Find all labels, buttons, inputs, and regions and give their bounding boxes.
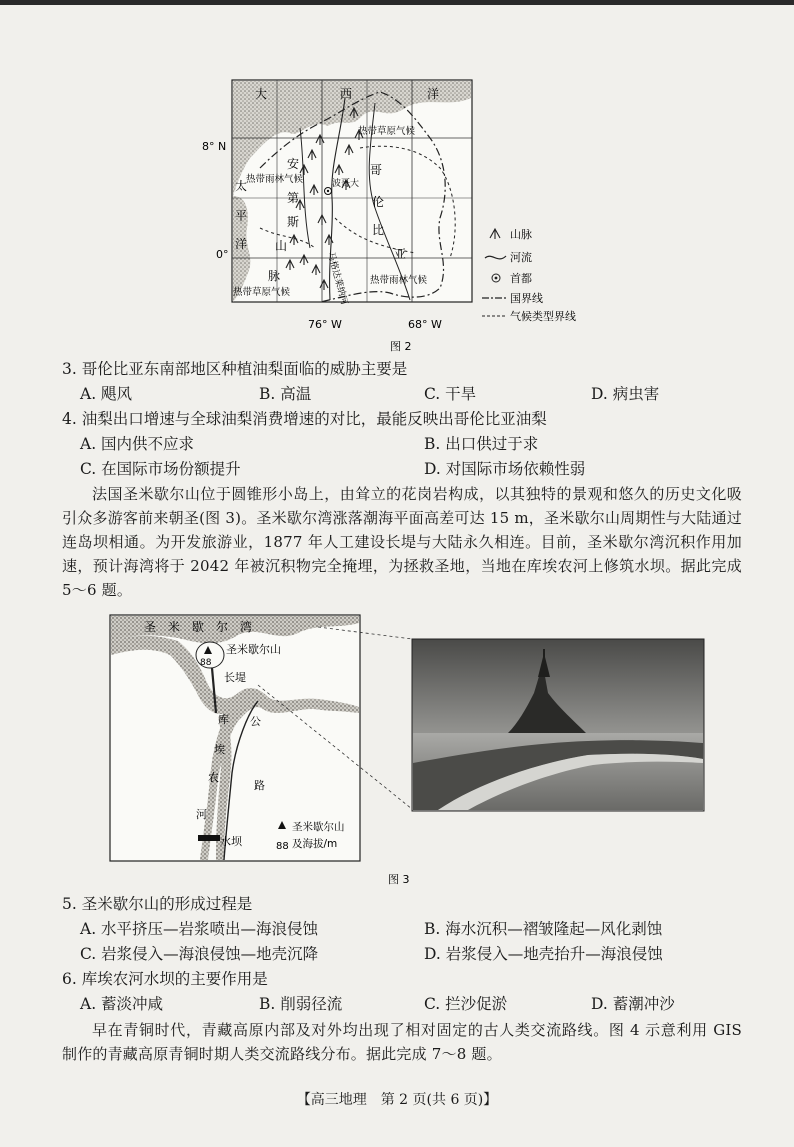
legend-river-icon [485,256,506,259]
q5-stem: 5. 圣米歇尔山的形成过程是 [62,895,253,913]
legend-line-1: 圣米歇尔山 [292,821,345,833]
q6-option-c[interactable]: C. 拦沙促淤 [424,995,508,1013]
colombia-char-2: 伦 [372,195,385,209]
andes-char-1: 安 [287,157,300,171]
river-char-2: 埃 [214,743,225,756]
passage-mont-saint-michel: 法国圣米歇尔山位于圆锥形小岛上，由耸立的花岗岩构成，以其独特的景观和悠久的历史文化吸引众多游客前来朝圣(图 3)。圣米歇尔湾涨落潮海平面高差可达 15 m，圣米歇尔山周期性与大陆通过连岛坝相通。为开发旅游业，1877 年人工建设长堤与大陆永久相连。目前，圣米歇尔湾沉积作用加速，预计海湾将于 2042 年被沉积物完全掩埋，为拯救圣地，当地在库埃农河上修筑水坝。据此完成5～6 题。 [62,485,742,599]
climate-rainforest-bottom: 热带雨林气候 [370,275,428,286]
bay-label: 圣 米 歇 尔 湾 [144,620,253,634]
legend-climate-boundary: 气候类型界线 [510,310,576,323]
lat-0-label: 0° [216,248,229,261]
legend-mountain: 山脉 [510,228,532,241]
q3-option-d[interactable]: D. 病虫害 [591,385,660,403]
figure-2-colombia-map [200,78,600,360]
q6-stem: 6. 库埃农河水坝的主要作用是 [62,970,268,988]
figure-2-legend [482,228,576,323]
q3-option-b[interactable]: B. 高温 [259,385,312,403]
q4-option-b[interactable]: B. 出口供过于求 [424,435,539,453]
lat-8n-label: 8° N [202,140,227,153]
climate-rainforest-left: 热带雨林气候 [246,174,304,185]
legend-mountain-icon [490,229,500,239]
colombia-char-4: 亚 [394,247,407,261]
dam-symbol [198,835,220,841]
q4-stem: 4. 油梨出口增速与全球油梨消费增速的对比，最能反映出哥伦比亚油梨 [62,410,547,428]
lon-68w-label: 68° W [408,318,442,331]
pacific-char-1: 太 [235,179,248,193]
q6-option-d[interactable]: D. 蓄潮冲沙 [591,995,675,1013]
q4-option-d[interactable]: D. 对国际市场依赖性弱 [424,460,586,478]
q4-option-a[interactable]: A. 国内供不应求 [80,435,195,453]
photo-mont-saint-michel [412,639,704,811]
q5-option-c[interactable]: C. 岩浆侵入—海浪侵蚀—地壳沉降 [80,945,319,963]
atlantic-char-1: 大 [255,87,268,101]
dike-label: 长堤 [224,671,246,684]
climate-savanna-top: 热带草原气候 [358,126,416,137]
legend-river: 河流 [510,251,532,264]
atlantic-char-2: 西 [340,87,353,101]
mountain-elevation: 88 [200,658,212,668]
figure-2-caption: 图 2 [390,340,412,353]
legend-capital: 首都 [510,272,532,285]
q6-option-a[interactable]: A. 蓄淡冲咸 [80,995,164,1013]
river-char-1: 库 [218,713,229,726]
legend-elevation-num: 88 [276,841,289,852]
andes-char-3: 斯 [287,215,300,229]
road-char-1: 公 [250,715,261,728]
svg-text:马格达莱纳河: 马格达莱纳河 [325,251,349,306]
figure-3 [108,613,748,895]
andes-char-5: 脉 [268,269,281,283]
page-top-border [0,0,794,5]
atlantic-char-3: 洋 [427,87,440,101]
q3-option-a[interactable]: A. 飓风 [80,385,133,403]
dam-label: 水坝 [220,835,242,848]
q3-option-c[interactable]: C. 干旱 [424,385,477,403]
page-footer: 【高三地理 第 2 页(共 6 页)】 [296,1092,498,1108]
legend-line-2: 及海拔/m [292,838,338,850]
passage-bronze-age-routes: 早在青铜时代，青藏高原内部及对外均出现了相对固定的古人类交流路线。图 4 示意利用 GIS 制作的青藏高原青铜时期人类交流路线分布。据此完成 7～8 题。 [62,1021,742,1063]
q5-option-a[interactable]: A. 水平挤压—岩浆喷出—海浪侵蚀 [80,920,319,938]
road-char-2: 路 [254,779,265,792]
figure-3-caption: 图 3 [388,873,410,886]
q4-option-c[interactable]: C. 在国际市场份额提升 [80,460,241,478]
andes-char-2: 第 [287,191,300,205]
legend-border: 国界线 [510,292,543,305]
pacific-char-2: 平 [235,209,248,223]
mountain-label: 圣米歇尔山 [226,643,281,656]
andes-char-4: 山 [275,239,288,253]
q6-option-b[interactable]: B. 削弱径流 [259,995,343,1013]
lon-76w-label: 76° W [308,318,342,331]
climate-savanna-bottom: 热带草原气候 [233,287,291,298]
river-char-4: 河 [196,808,207,821]
q5-option-d[interactable]: D. 岩浆侵入—地壳抬升—海浪侵蚀 [424,945,663,963]
pacific-char-3: 洋 [235,237,248,251]
colombia-char-1: 哥 [370,163,383,177]
river-char-3: 农 [208,771,219,784]
q5-option-b[interactable]: B. 海水沉积—褶皱隆起—风化剥蚀 [424,920,663,938]
colombia-char-3: 比 [372,223,385,237]
q3-stem: 3. 哥伦比亚东南部地区种植油梨面临的威胁主要是 [62,360,408,378]
capital-name: 波哥大 [332,179,360,189]
